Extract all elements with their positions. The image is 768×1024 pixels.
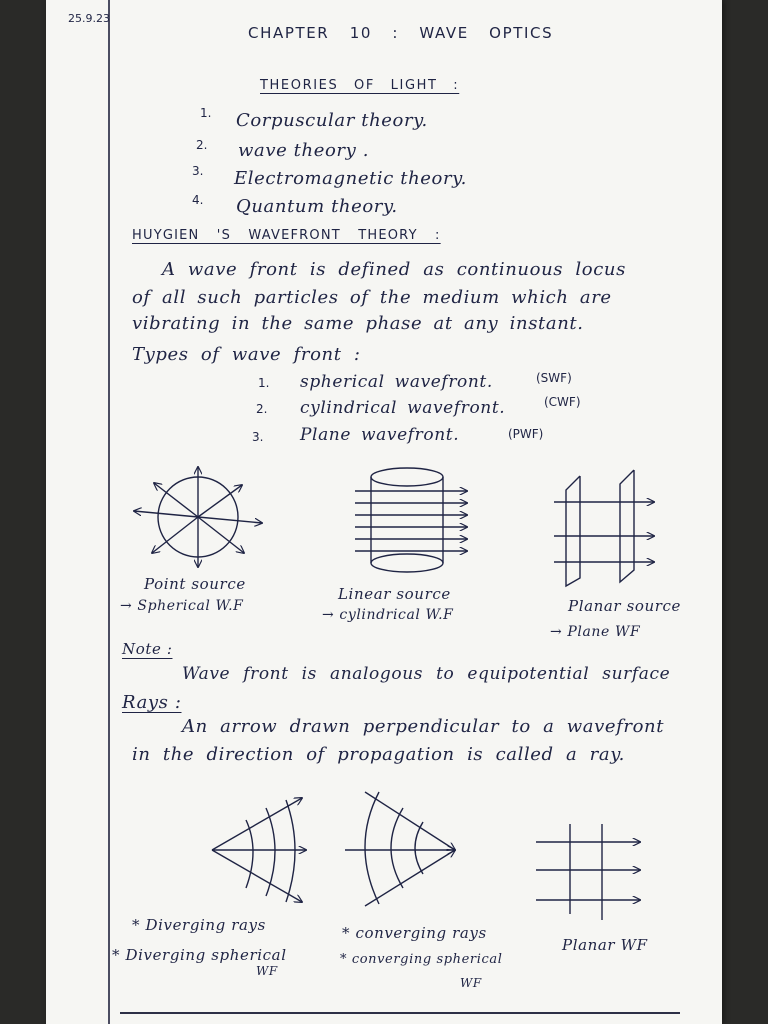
type-abbr: (SWF) [536,371,572,385]
diverging-rays-caption: * Diverging rays [132,916,266,934]
cylindrical-wavefront-diagram [355,465,485,575]
linear-source-caption: Linear source [338,585,451,603]
spherical-wf-caption: → Spherical W.F [120,598,244,614]
theory-item: wave theory . [238,140,370,161]
planar-source-caption: Planar source [568,597,682,615]
types-heading: Types of wave front : [132,344,361,365]
rays-label: Rays : [122,692,182,713]
theory-number: 3. [192,164,204,178]
type-abbr: (CWF) [544,395,581,409]
type-item: spherical wavefront. [300,372,493,392]
note-text: Wave front is analogous to equipotential surface [182,664,671,684]
converging-spherical-caption: * converging spherical [340,952,503,967]
type-number: 2. [256,402,268,416]
plane-wavefront-diagram [550,466,670,586]
converging-wf-caption: WF [460,976,482,990]
bottom-rule [120,1012,680,1014]
margin-line [108,0,110,1024]
note-label: Note : [122,640,173,658]
cylindrical-wf-caption: → cylindrical W.F [322,607,454,623]
theory-number: 4. [192,193,204,207]
type-abbr: (PWF) [508,427,544,441]
huygens-heading: HUYGIEN 'S WAVEFRONT THEORY : [132,228,441,243]
theory-item: Electromagnetic theory. [234,168,467,189]
type-number: 1. [258,376,270,390]
rays-definition-line: in the direction of propagation is called a ray. [132,744,625,765]
planar-wf-caption: Planar WF [562,936,648,954]
planar-rays-diagram [536,822,646,932]
theory-number: 2. [196,138,208,152]
theory-number: 1. [200,106,212,120]
plane-wf-caption: → Plane WF [550,624,641,640]
type-number: 3. [252,430,264,444]
spherical-wavefront-diagram [130,465,270,575]
chapter-title: CHAPTER 10 : WAVE OPTICS [248,24,554,42]
type-item: cylindrical wavefront. [300,398,506,418]
theories-heading: THEORIES OF LIGHT : [260,78,460,93]
date-label: 25.9.23 [68,12,110,25]
type-item: Plane wavefront. [300,425,460,445]
point-source-caption: Point source [144,575,246,593]
theory-item: Corpuscular theory. [236,110,428,131]
theory-item: Quantum theory. [236,196,398,217]
diverging-wf-caption: WF [256,964,278,978]
rays-definition-line: An arrow drawn perpendicular to a wavefront [182,716,665,737]
diverging-spherical-caption: * Diverging spherical [112,946,287,964]
definition-line: of all such particles of the medium which are [132,287,612,308]
diverging-rays-diagram [208,796,318,906]
definition-line: vibrating in the same phase at any instant. [132,313,584,334]
converging-rays-diagram [345,788,465,908]
definition-line: A wave front is defined as continuous locus [162,259,626,280]
converging-rays-caption: * converging rays [342,924,487,942]
